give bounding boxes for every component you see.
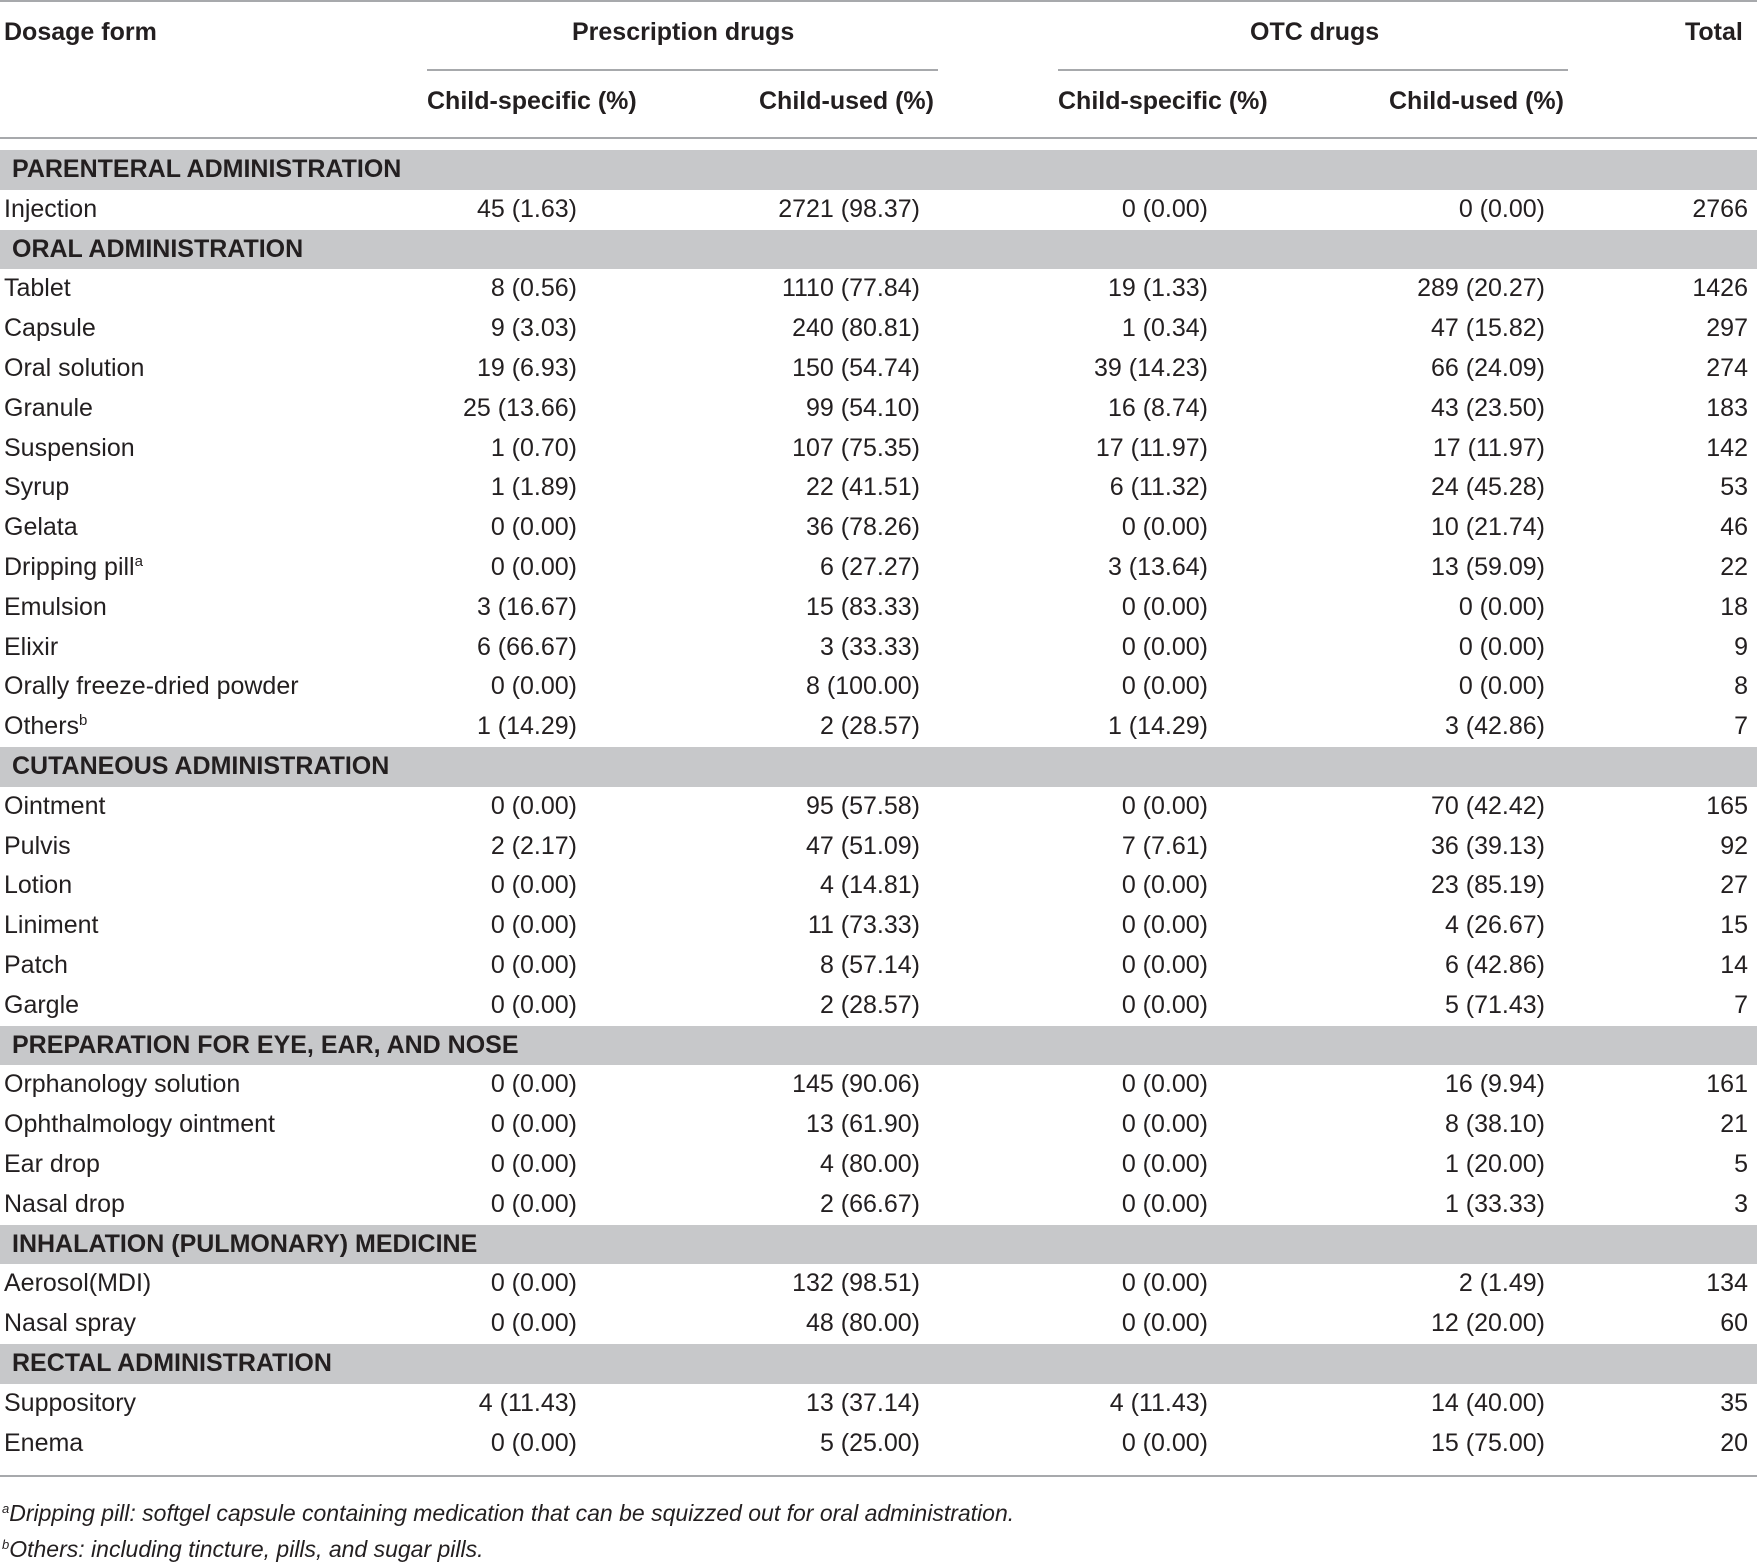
cell-total: 35 bbox=[1720, 1388, 1748, 1417]
cell-otc-child-used: 43 (23.50) bbox=[1431, 393, 1545, 422]
cell-otc-child-used: 0 (0.00) bbox=[1458, 672, 1545, 701]
header-otc-child-used: Child-used (%) bbox=[1389, 87, 1564, 115]
table-row bbox=[0, 468, 1757, 508]
cell-rx-child-used: 47 (51.09) bbox=[806, 831, 920, 860]
cell-rx-child-specific: 0 (0.00) bbox=[490, 1309, 577, 1338]
cell-dosage-form bbox=[4, 548, 143, 588]
table-bottom-rule bbox=[0, 1475, 1757, 1477]
header-dosage-form: Dosage form bbox=[4, 18, 157, 46]
cell-otc-child-used: 0 (0.00) bbox=[1458, 592, 1545, 621]
cell-rx-child-specific: 0 (0.00) bbox=[490, 911, 577, 940]
cell-dosage-form bbox=[4, 389, 93, 429]
cell-otc-child-specific: 0 (0.00) bbox=[1121, 950, 1208, 979]
otc-group-rule bbox=[1058, 69, 1568, 71]
table-row bbox=[0, 269, 1757, 309]
table-row bbox=[0, 628, 1757, 668]
cell-rx-child-specific: 0 (0.00) bbox=[490, 1269, 577, 1298]
cell-otc-child-used: 66 (24.09) bbox=[1431, 353, 1545, 382]
cell-dosage-form bbox=[4, 866, 72, 906]
table-row bbox=[0, 1105, 1757, 1145]
cell-rx-child-used: 1110 (77.84) bbox=[781, 274, 920, 303]
cell-total: 22 bbox=[1720, 552, 1748, 581]
cell-total: 274 bbox=[1706, 353, 1748, 382]
cell-otc-child-specific: 1 (0.34) bbox=[1121, 314, 1208, 343]
cell-otc-child-used: 16 (9.94) bbox=[1444, 1070, 1545, 1099]
cell-rx-child-specific: 2 (2.17) bbox=[490, 831, 577, 860]
dosage-form-label: Nasal spray bbox=[4, 1309, 136, 1338]
cell-rx-child-used: 8 (57.14) bbox=[819, 950, 920, 979]
cell-rx-child-used: 2 (66.67) bbox=[819, 1189, 920, 1218]
cell-dosage-form bbox=[4, 906, 99, 946]
cell-otc-child-used: 3 (42.86) bbox=[1444, 712, 1545, 741]
dosage-form-label: Patch bbox=[4, 950, 68, 979]
cell-otc-child-specific: 0 (0.00) bbox=[1121, 791, 1208, 820]
dosage-form-label: Ophthalmology ointment bbox=[4, 1110, 275, 1139]
cell-rx-child-specific: 0 (0.00) bbox=[490, 513, 577, 542]
table-row bbox=[0, 548, 1757, 588]
cell-otc-child-used: 1 (33.33) bbox=[1444, 1189, 1545, 1218]
cell-otc-child-specific: 1 (14.29) bbox=[1107, 712, 1208, 741]
dosage-form-label: Granule bbox=[4, 393, 93, 422]
section-label: PARENTERAL ADMINISTRATION bbox=[12, 155, 402, 183]
cell-otc-child-specific: 0 (0.00) bbox=[1121, 194, 1208, 223]
section-header-row bbox=[0, 1026, 1757, 1066]
cell-dosage-form bbox=[4, 1065, 240, 1105]
cell-otc-child-specific: 0 (0.00) bbox=[1121, 1189, 1208, 1218]
section-header-row bbox=[0, 1344, 1757, 1384]
cell-rx-child-used: 2 (28.57) bbox=[819, 712, 920, 741]
cell-total: 1426 bbox=[1692, 274, 1748, 303]
cell-otc-child-specific: 0 (0.00) bbox=[1121, 1070, 1208, 1099]
cell-rx-child-used: 99 (54.10) bbox=[806, 393, 920, 422]
cell-rx-child-used: 15 (83.33) bbox=[806, 592, 920, 621]
cell-dosage-form bbox=[4, 1105, 275, 1145]
cell-total: 53 bbox=[1720, 473, 1748, 502]
cell-otc-child-specific: 0 (0.00) bbox=[1121, 1110, 1208, 1139]
cell-total: 92 bbox=[1720, 831, 1748, 860]
cell-rx-child-specific: 25 (13.66) bbox=[463, 393, 577, 422]
dosage-form-label: Ear drop bbox=[4, 1149, 100, 1178]
footnote-marker: a bbox=[134, 552, 143, 570]
cell-rx-child-used: 3 (33.33) bbox=[819, 632, 920, 661]
cell-rx-child-specific: 0 (0.00) bbox=[490, 950, 577, 979]
cell-dosage-form bbox=[4, 946, 68, 986]
cell-dosage-form bbox=[4, 468, 69, 508]
cell-otc-child-specific: 0 (0.00) bbox=[1121, 592, 1208, 621]
dosage-form-label: Syrup bbox=[4, 473, 70, 502]
cell-otc-child-specific: 0 (0.00) bbox=[1121, 1269, 1208, 1298]
dosage-form-label: Emulsion bbox=[4, 592, 107, 621]
cell-rx-child-specific: 0 (0.00) bbox=[490, 1110, 577, 1139]
cell-total: 15 bbox=[1720, 911, 1748, 940]
cell-rx-child-used: 13 (37.14) bbox=[806, 1388, 920, 1417]
cell-dosage-form bbox=[4, 349, 144, 389]
cell-rx-child-specific: 19 (6.93) bbox=[476, 353, 577, 382]
footnote-a-text: Dripping pill: softgel capsule containing medication that can be squizzed out for oral administration. bbox=[9, 1500, 1015, 1526]
table-row bbox=[0, 1424, 1757, 1464]
section-header-row bbox=[0, 150, 1757, 190]
cell-otc-child-used: 70 (42.42) bbox=[1431, 791, 1545, 820]
section-label: ORAL ADMINISTRATION bbox=[12, 234, 304, 263]
cell-otc-child-used: 14 (40.00) bbox=[1431, 1388, 1545, 1417]
header-otc-drugs: OTC drugs bbox=[1250, 18, 1380, 46]
cell-total: 142 bbox=[1706, 433, 1748, 462]
cell-dosage-form bbox=[4, 707, 87, 747]
cell-otc-child-used: 13 (59.09) bbox=[1431, 552, 1545, 581]
cell-dosage-form bbox=[4, 1185, 125, 1225]
dosage-form-label: Pulvis bbox=[4, 831, 71, 860]
cell-total: 3 bbox=[1734, 1189, 1748, 1218]
dosage-form-label: Oral solution bbox=[4, 353, 145, 382]
table-row bbox=[0, 1145, 1757, 1185]
cell-otc-child-specific: 0 (0.00) bbox=[1121, 632, 1208, 661]
table-top-rule bbox=[0, 0, 1757, 2]
cell-rx-child-specific: 1 (0.70) bbox=[490, 433, 577, 462]
cell-rx-child-used: 2721 (98.37) bbox=[778, 194, 920, 223]
cell-rx-child-used: 107 (75.35) bbox=[792, 433, 920, 462]
cell-otc-child-used: 12 (20.00) bbox=[1431, 1309, 1545, 1338]
cell-total: 2766 bbox=[1692, 194, 1748, 223]
dosage-form-label: Suppository bbox=[4, 1388, 137, 1417]
footnote-b bbox=[2, 1536, 484, 1563]
cell-otc-child-specific: 0 (0.00) bbox=[1121, 871, 1208, 900]
cell-rx-child-used: 36 (78.26) bbox=[806, 513, 920, 542]
cell-otc-child-used: 8 (38.10) bbox=[1444, 1110, 1545, 1139]
footnote-b-mark: b bbox=[2, 1537, 10, 1552]
cell-dosage-form bbox=[4, 1304, 136, 1344]
dosage-form-label: Aerosol(MDI) bbox=[4, 1269, 152, 1298]
cell-otc-child-specific: 7 (7.61) bbox=[1121, 831, 1208, 860]
cell-otc-child-specific: 0 (0.00) bbox=[1121, 990, 1208, 1019]
cell-dosage-form bbox=[4, 309, 96, 349]
table-row bbox=[0, 1384, 1757, 1424]
cell-rx-child-specific: 0 (0.00) bbox=[490, 1070, 577, 1099]
cell-otc-child-specific: 0 (0.00) bbox=[1121, 1149, 1208, 1178]
dosage-form-label: Orally freeze-dried powder bbox=[4, 672, 299, 701]
cell-rx-child-specific: 0 (0.00) bbox=[490, 552, 577, 581]
cell-total: 60 bbox=[1720, 1309, 1748, 1338]
dosage-form-label: Ointment bbox=[4, 791, 106, 820]
prescription-group-rule bbox=[427, 69, 938, 71]
table-row bbox=[0, 588, 1757, 628]
header-prescription-drugs: Prescription drugs bbox=[572, 18, 795, 46]
footnote-b-text: Others: including tincture, pills, and sugar pills. bbox=[9, 1536, 484, 1562]
cell-otc-child-used: 4 (26.67) bbox=[1444, 911, 1545, 940]
cell-otc-child-used: 5 (71.43) bbox=[1444, 990, 1545, 1019]
cell-otc-child-specific: 19 (1.33) bbox=[1107, 274, 1208, 303]
cell-otc-child-used: 17 (11.97) bbox=[1432, 433, 1545, 462]
table-body bbox=[0, 150, 1757, 1463]
cell-rx-child-used: 4 (80.00) bbox=[819, 1149, 920, 1178]
dosage-form-label: Gelata bbox=[4, 513, 78, 542]
table-row bbox=[0, 946, 1757, 986]
cell-dosage-form bbox=[4, 986, 79, 1026]
cell-rx-child-specific: 45 (1.63) bbox=[476, 194, 577, 223]
table-row bbox=[0, 827, 1757, 867]
cell-total: 21 bbox=[1720, 1110, 1748, 1139]
dosage-form-label: Orphanology solution bbox=[4, 1070, 241, 1099]
dosage-form-label: Enema bbox=[4, 1428, 84, 1457]
cell-otc-child-used: 10 (21.74) bbox=[1431, 513, 1545, 542]
cell-otc-child-used: 289 (20.27) bbox=[1417, 274, 1545, 303]
cell-otc-child-used: 15 (75.00) bbox=[1431, 1428, 1545, 1457]
cell-rx-child-used: 6 (27.27) bbox=[819, 552, 920, 581]
cell-otc-child-used: 0 (0.00) bbox=[1458, 194, 1545, 223]
cell-rx-child-specific: 1 (1.89) bbox=[490, 473, 577, 502]
cell-rx-child-specific: 9 (3.03) bbox=[490, 314, 577, 343]
cell-dosage-form bbox=[4, 1264, 151, 1304]
dosage-form-label: Gargle bbox=[4, 990, 80, 1019]
footnote-marker: b bbox=[79, 712, 88, 730]
cell-otc-child-specific: 0 (0.00) bbox=[1121, 513, 1208, 542]
table-row bbox=[0, 349, 1757, 389]
cell-rx-child-specific: 0 (0.00) bbox=[490, 791, 577, 820]
cell-total: 7 bbox=[1734, 712, 1748, 741]
cell-otc-child-specific: 0 (0.00) bbox=[1121, 911, 1208, 940]
header-otc-child-specific: Child-specific (%) bbox=[1058, 87, 1268, 115]
cell-dosage-form bbox=[4, 787, 105, 827]
cell-dosage-form bbox=[4, 269, 71, 309]
cell-otc-child-specific: 0 (0.00) bbox=[1121, 1428, 1208, 1457]
cell-rx-child-used: 4 (14.81) bbox=[819, 871, 920, 900]
table-row bbox=[0, 1185, 1757, 1225]
cell-total: 5 bbox=[1734, 1149, 1748, 1178]
header-rx-child-specific: Child-specific (%) bbox=[427, 87, 637, 115]
cell-rx-child-used: 150 (54.74) bbox=[792, 353, 920, 382]
cell-otc-child-specific: 39 (14.23) bbox=[1094, 353, 1208, 382]
cell-dosage-form bbox=[4, 429, 135, 469]
section-header-row bbox=[0, 230, 1757, 270]
cell-dosage-form bbox=[4, 827, 71, 867]
cell-rx-child-specific: 0 (0.00) bbox=[490, 871, 577, 900]
table-row bbox=[0, 190, 1757, 230]
cell-rx-child-specific: 6 (66.67) bbox=[476, 632, 577, 661]
dosage-form-label: Suspension bbox=[4, 433, 135, 462]
cell-rx-child-used: 2 (28.57) bbox=[819, 990, 920, 1019]
section-label: CUTANEOUS ADMINISTRATION bbox=[12, 751, 390, 780]
cell-total: 14 bbox=[1720, 950, 1748, 979]
section-header-row bbox=[0, 1225, 1757, 1265]
dosage-form-label: Nasal drop bbox=[4, 1189, 125, 1218]
header-bottom-rule bbox=[0, 137, 1757, 139]
cell-total: 134 bbox=[1706, 1269, 1748, 1298]
cell-rx-child-used: 145 (90.06) bbox=[792, 1070, 920, 1099]
cell-rx-child-used: 11 (73.33) bbox=[807, 911, 920, 940]
table-row bbox=[0, 1304, 1757, 1344]
cell-total: 27 bbox=[1720, 871, 1748, 900]
cell-rx-child-used: 5 (25.00) bbox=[819, 1428, 920, 1457]
section-label: INHALATION (PULMONARY) MEDICINE bbox=[12, 1229, 478, 1258]
dosage-form-label: Capsule bbox=[4, 314, 96, 343]
cell-otc-child-specific: 6 (11.32) bbox=[1109, 473, 1208, 502]
section-label: RECTAL ADMINISTRATION bbox=[12, 1348, 332, 1377]
cell-total: 8 bbox=[1734, 672, 1748, 701]
table-row bbox=[0, 309, 1757, 349]
cell-rx-child-specific: 8 (0.56) bbox=[490, 274, 577, 303]
cell-dosage-form bbox=[4, 1424, 83, 1464]
cell-rx-child-specific: 0 (0.00) bbox=[490, 1428, 577, 1457]
cell-otc-child-specific: 17 (11.97) bbox=[1095, 433, 1208, 462]
cell-total: 165 bbox=[1706, 791, 1748, 820]
dosage-form-label: Lotion bbox=[4, 871, 73, 900]
footnote-a bbox=[2, 1500, 1014, 1527]
cell-otc-child-used: 1 (20.00) bbox=[1444, 1149, 1545, 1178]
cell-dosage-form bbox=[4, 1384, 136, 1424]
header-total: Total bbox=[1685, 18, 1743, 46]
cell-total: 9 bbox=[1734, 632, 1748, 661]
table-row bbox=[0, 429, 1757, 469]
section-header-row bbox=[0, 747, 1757, 787]
cell-rx-child-used: 48 (80.00) bbox=[806, 1309, 920, 1338]
cell-dosage-form bbox=[4, 508, 78, 548]
cell-total: 20 bbox=[1720, 1428, 1748, 1457]
cell-otc-child-used: 23 (85.19) bbox=[1431, 871, 1545, 900]
dosage-form-label: Injection bbox=[4, 194, 98, 223]
cell-dosage-form bbox=[4, 1145, 100, 1185]
cell-rx-child-used: 8 (100.00) bbox=[806, 672, 920, 701]
cell-rx-child-specific: 0 (0.00) bbox=[490, 1149, 577, 1178]
cell-rx-child-specific: 1 (14.29) bbox=[476, 712, 577, 741]
cell-dosage-form bbox=[4, 628, 58, 668]
header-rx-child-used: Child-used (%) bbox=[759, 87, 934, 115]
cell-rx-child-specific: 0 (0.00) bbox=[490, 990, 577, 1019]
cell-rx-child-used: 95 (57.58) bbox=[806, 791, 920, 820]
cell-rx-child-specific: 0 (0.00) bbox=[490, 672, 577, 701]
cell-dosage-form bbox=[4, 588, 107, 628]
table-row bbox=[0, 787, 1757, 827]
cell-dosage-form bbox=[4, 667, 299, 707]
table-row bbox=[0, 667, 1757, 707]
table-row bbox=[0, 508, 1757, 548]
cell-dosage-form bbox=[4, 190, 97, 230]
table-row bbox=[0, 1264, 1757, 1304]
section-label: PREPARATION FOR EYE, EAR, AND NOSE bbox=[12, 1030, 519, 1059]
cell-rx-child-used: 132 (98.51) bbox=[792, 1269, 920, 1298]
cell-total: 7 bbox=[1734, 990, 1748, 1019]
dosage-form-label: Others bbox=[4, 712, 80, 741]
cell-otc-child-specific: 16 (8.74) bbox=[1107, 393, 1208, 422]
table-row bbox=[0, 707, 1757, 747]
cell-otc-child-used: 36 (39.13) bbox=[1431, 831, 1545, 860]
cell-rx-child-used: 22 (41.51) bbox=[806, 473, 920, 502]
cell-otc-child-specific: 0 (0.00) bbox=[1121, 1309, 1208, 1338]
cell-otc-child-specific: 4 (11.43) bbox=[1109, 1388, 1208, 1417]
cell-total: 46 bbox=[1720, 513, 1748, 542]
table-row bbox=[0, 866, 1757, 906]
dosage-form-label: Elixir bbox=[4, 632, 59, 661]
cell-rx-child-specific: 0 (0.00) bbox=[490, 1189, 577, 1218]
cell-total: 18 bbox=[1720, 592, 1748, 621]
cell-otc-child-used: 24 (45.28) bbox=[1431, 473, 1545, 502]
cell-rx-child-used: 240 (80.81) bbox=[792, 314, 920, 343]
cell-otc-child-used: 2 (1.49) bbox=[1458, 1269, 1545, 1298]
cell-rx-child-specific: 3 (16.67) bbox=[476, 592, 577, 621]
cell-otc-child-used: 0 (0.00) bbox=[1458, 632, 1545, 661]
cell-total: 297 bbox=[1706, 314, 1748, 343]
table-row bbox=[0, 986, 1757, 1026]
cell-total: 161 bbox=[1706, 1070, 1748, 1099]
cell-otc-child-used: 47 (15.82) bbox=[1431, 314, 1545, 343]
table-row bbox=[0, 1065, 1757, 1105]
dosage-form-label: Liniment bbox=[4, 911, 99, 940]
cell-otc-child-specific: 0 (0.00) bbox=[1121, 672, 1208, 701]
cell-rx-child-specific: 4 (11.43) bbox=[478, 1388, 577, 1417]
footnote-a-mark: a bbox=[2, 1501, 10, 1516]
dosage-form-label: Dripping pill bbox=[4, 552, 135, 581]
cell-total: 183 bbox=[1706, 393, 1748, 422]
cell-rx-child-used: 13 (61.90) bbox=[806, 1110, 920, 1139]
dosage-form-label: Tablet bbox=[4, 274, 71, 303]
table-row bbox=[0, 906, 1757, 946]
cell-otc-child-specific: 3 (13.64) bbox=[1107, 552, 1208, 581]
cell-otc-child-used: 6 (42.86) bbox=[1444, 950, 1545, 979]
table-row bbox=[0, 389, 1757, 429]
